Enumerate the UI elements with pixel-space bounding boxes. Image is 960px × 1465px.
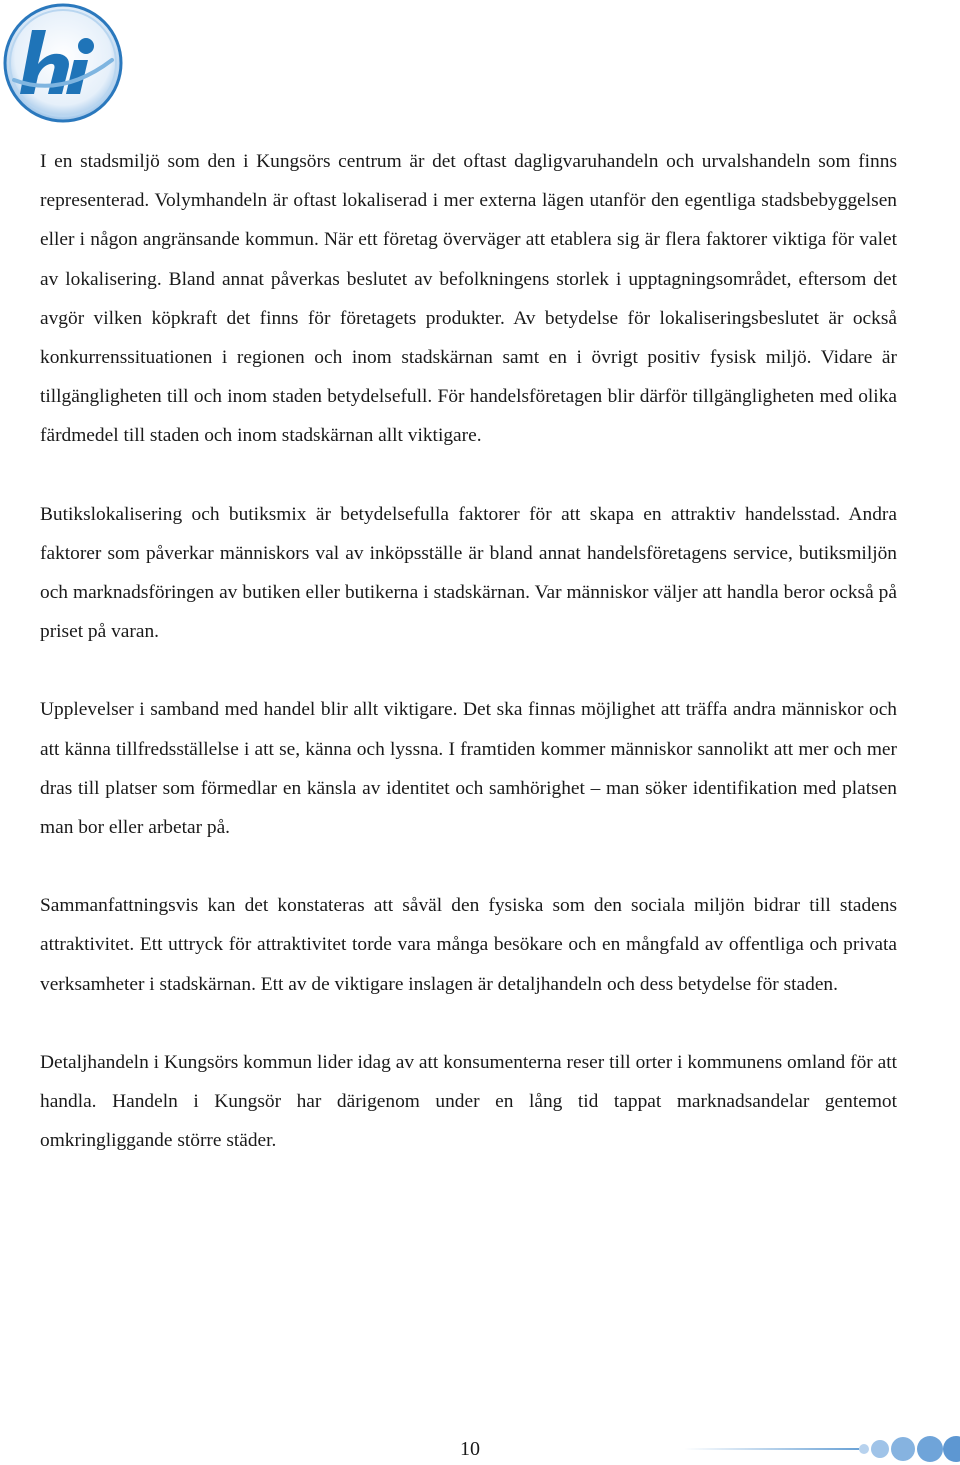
page-number: 10: [460, 1438, 480, 1460]
paragraph: Butikslokalisering och butiksmix är betydelsefulla faktorer för att skapa en attraktiv handelsstad. Andra faktorer som påverkar människors val av inköpsställe är bland annat handelsföretagens service, butiksmiljön och marknadsföringen av butiken eller butikerna i stadskärnan. Var människor väljer att handla beror också på priset på varan.: [40, 503, 897, 643]
hi-logo-icon: [2, 2, 124, 124]
paragraph: Detaljhandeln i Kungsörs kommun lider idag av att konsumenterna reser till orter i kommunens omland för att handla. Handeln i Kungsör har därigenom under en lång tid tappat marknadsandelar gentemot omkringliggande större städer.: [40, 1051, 897, 1152]
document-body: [40, 142, 897, 1199]
footer-dots-decoration: [684, 1432, 960, 1465]
paragraph: Sammanfattningsvis kan det konstateras att såväl den fysiska som den sociala miljön bidrar till stadens attraktivitet. Ett uttryck för attraktivitet torde vara många besökare och en mångfald av offentliga och privata verksamheter i stadskärnan. Ett av de viktigare inslagen är detaljhandeln och dess betydelse för staden.: [40, 895, 897, 995]
paragraph: I en stadsmiljö som den i Kungsörs centrum är det oftast dagligvaruhandeln och urvalshandeln som finns representerad. Volymhandeln är oftast lokaliserad i mer externa lägen utanför den egentliga stadsbebyggelsen eller i någon angränsande kommun. När ett företag överväger att etablera sig är flera faktorer viktiga för valet av lokalisering. Bland annat påverkas beslutet av befolkningens storlek i upptagningsområdet, eftersom det avgör vilken köpkraft det finns för företagets produkter. Av betydelse för lokaliseringsbeslutet är också konkurrenssituationen i regionen och inom stadskärnan samt en i övrigt positiv fysisk miljö. Vidare är tillgängligheten till och inom staden betydelsefull. För handelsföretagen blir därför tillgängligheten med olika färdmedel till staden och inom stadskärnan allt viktigare.: [40, 151, 897, 447]
paragraph: Upplevelser i samband med handel blir allt viktigare. Det ska finnas möjlighet att träffa andra människor och att känna tillfredsställelse i att se, känna och lyssna. I framtiden kommer människor sannolikt att mer och mer dras till platser som förmedlar en känsla av identitet och samhörighet – man söker identifikation med platsen man bor eller arbetar på.: [40, 699, 897, 839]
